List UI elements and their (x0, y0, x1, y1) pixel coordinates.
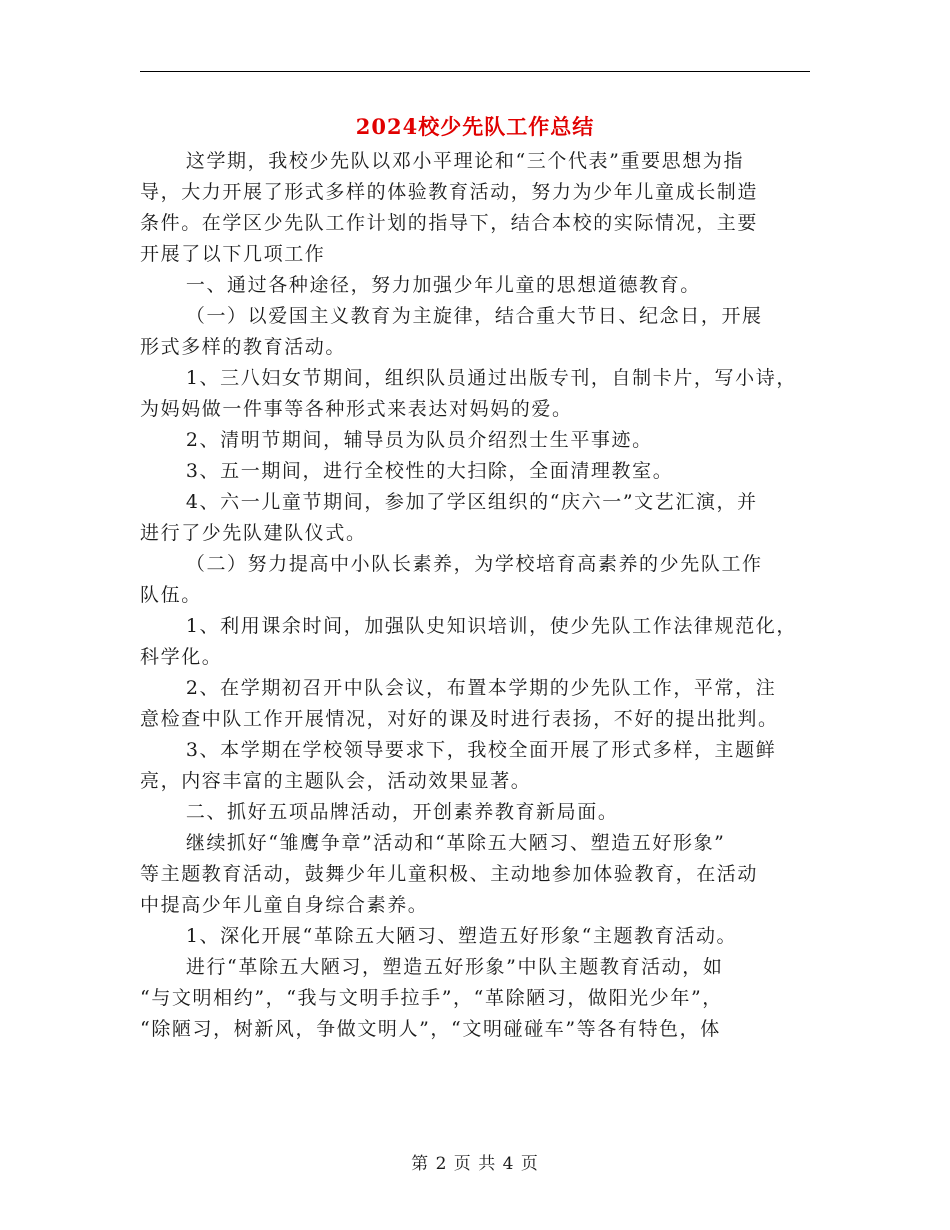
text-line: 开展了以下几项工作 (140, 243, 326, 265)
text-line: 为妈妈做一件事等各种形式来表达对妈妈的爱。 (140, 398, 573, 420)
text-line: 亮，内容丰富的主题队会，活动效果显著。 (140, 770, 532, 792)
text-line: 继续抓好“雏鹰争章”活动和“革除五大陋习、塑造五好形象” (140, 832, 726, 854)
text-line: 2、清明节期间，辅导员为队员介绍烈士生平事迹。 (140, 429, 653, 451)
text-line: 等主题教育活动，鼓舞少年儿童积极、主动地参加体验教育，在活动 (140, 863, 759, 885)
page-number: 第 2 页 共 4 页 (411, 1154, 539, 1174)
text-line: 导，大力开展了形式多样的体验教育活动，努力为少年儿童成长制造 (140, 181, 759, 203)
header-rule (140, 71, 810, 72)
text-line: （一）以爱国主义教育为主旋律，结合重大节日、纪念日，开展 (140, 305, 763, 327)
text-line: 3、五一期间，进行全校性的大扫除，全面清理教室。 (140, 460, 674, 482)
text-line: 2、在学期初召开中队会议，布置本学期的少先队工作，平常，注 (140, 677, 777, 699)
text-line: 进行了少先队建队仪式。 (140, 522, 367, 544)
document-title: 2024校少先队工作总结 (355, 114, 595, 139)
text-line: “除陋习，树新风，争做文明人”，“文明碰碰车”等各有特色，体 (140, 1018, 721, 1040)
text-line: 一、通过各种途径，努力加强少年儿童的思想道德教育。 (140, 274, 701, 296)
text-line: 1、利用课余时间，加强队史知识培训，使少先队工作法律规范化， (140, 615, 797, 637)
text-line: “与文明相约”，“我与文明手拉手”，“革除陋习，做阳光少年”， (140, 987, 723, 1009)
text-line: 4、六一儿童节期间，参加了学区组织的“庆六一”文艺汇演，并 (140, 491, 758, 513)
text-line: 这学期，我校少先队以邓小平理论和“三个代表”重要思想为指 (140, 150, 745, 172)
text-line: 3、本学期在学校领导要求下，我校全面开展了形式多样，主题鲜 (140, 739, 777, 761)
text-line: 进行“革除五大陋习，塑造五好形象”中队主题教育活动，如 (140, 956, 724, 978)
text-line: 队伍。 (140, 584, 202, 606)
text-line: （二）努力提高中小队长素养，为学校培育高素养的少先队工作 (140, 553, 763, 575)
text-line: 二、抓好五项品牌活动，开创素养教育新局面。 (140, 801, 619, 823)
text-line: 1、三八妇女节期间，组织队员通过出版专刊，自制卡片，写小诗， (140, 367, 797, 389)
text-line: 1、深化开展“革除五大陋习、塑造五好形象“主题教育活动。 (140, 925, 738, 947)
text-line: 条件。在学区少先队工作计划的指导下，结合本校的实际情况，主要 (140, 212, 759, 234)
document-body (140, 146, 830, 1045)
text-line: 形式多样的教育活动。 (140, 336, 347, 358)
text-line: 中提高少年儿童自身综合素养。 (140, 894, 429, 916)
text-line: 意检查中队工作开展情况，对好的课及时进行表扬，不好的提出批判。 (140, 708, 779, 730)
text-line: 科学化。 (140, 646, 223, 668)
